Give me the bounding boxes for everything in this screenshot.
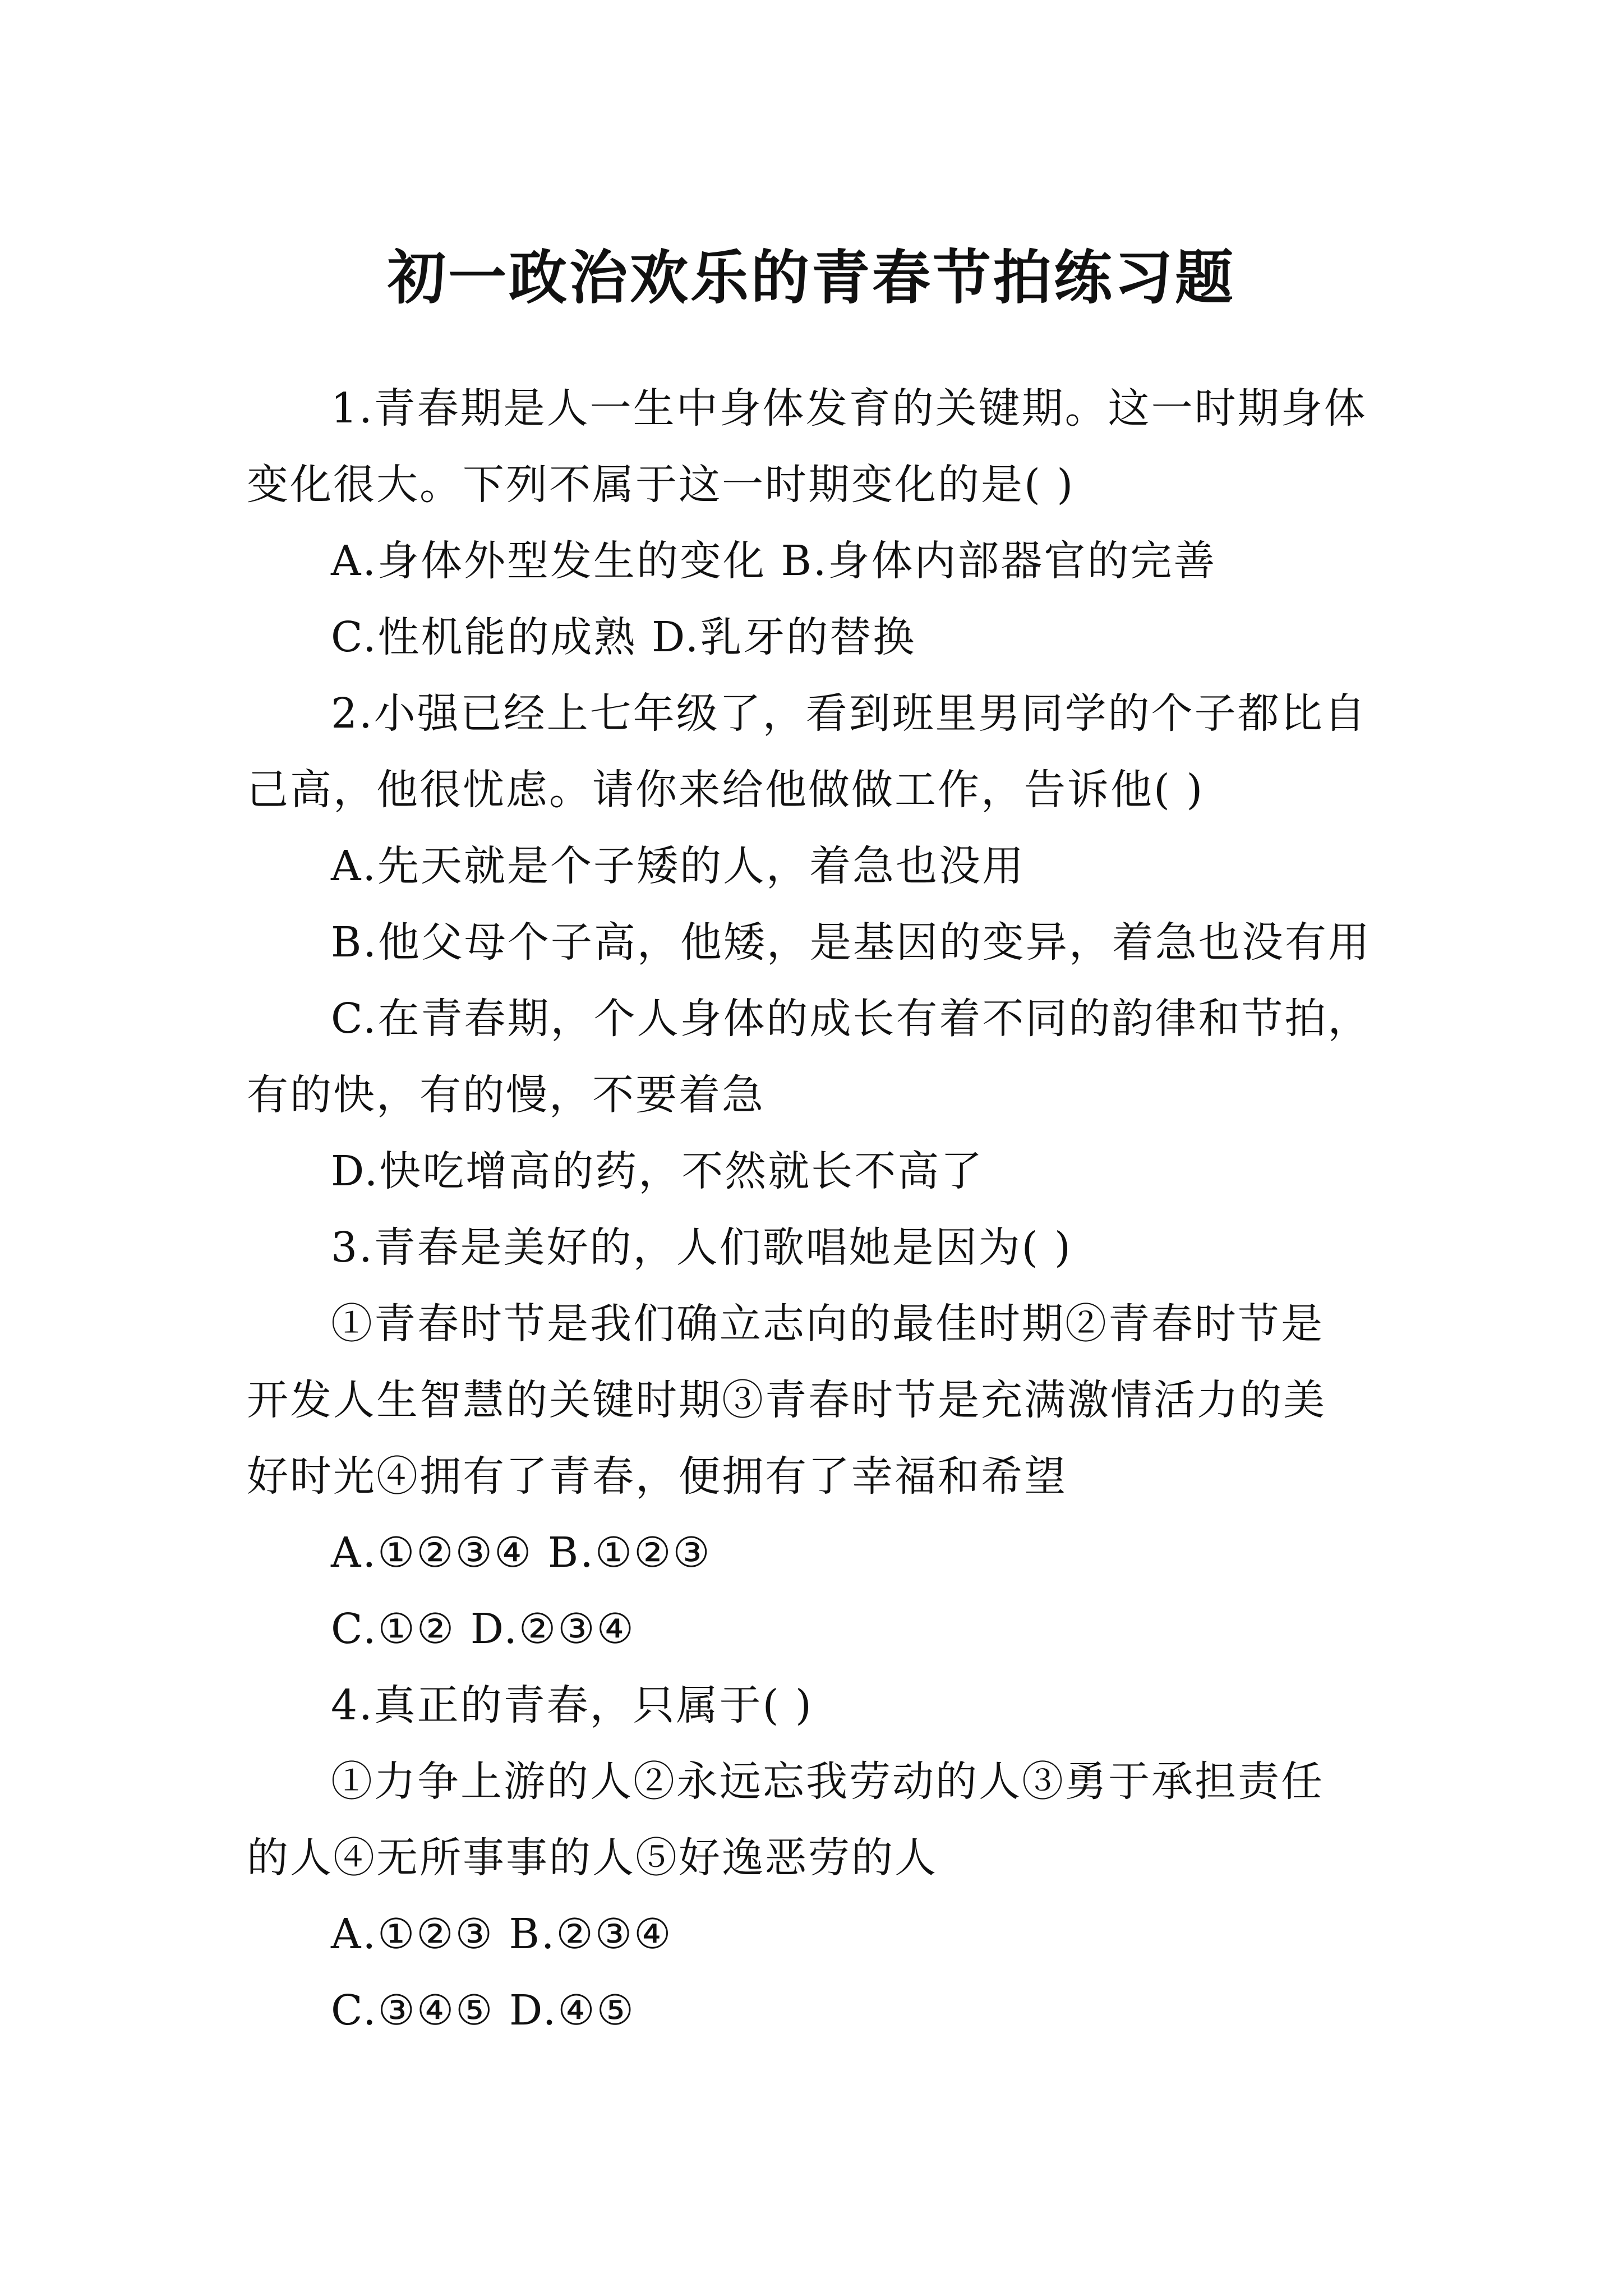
text-line: 己高，他很忧虑。请你来给他做做工作，告诉他( )	[247, 766, 1205, 814]
text-line: 2.小强已经上七年级了，看到班里男同学的个子都比自	[331, 689, 1367, 738]
answer-option-line: A.先天就是个子矮的人，着急也没用	[331, 842, 1025, 890]
text-line: 好时光④拥有了青春，便拥有了幸福和希望	[247, 1452, 1067, 1501]
text-line: 的人④无所事事的人⑤好逸恶劳的人	[247, 1834, 938, 1882]
text-line: 1.青春期是人一生中身体发育的关键期。这一时期身体	[331, 384, 1367, 432]
answer-option-line: C.①② D.②③④	[331, 1605, 635, 1653]
answer-option-line: 有的快，有的慢，不要着急	[247, 1071, 765, 1119]
answer-option-line: C.性机能的成熟 D.乳牙的替换	[331, 613, 916, 661]
answer-option-line: D.快吃增高的药，不然就长不高了	[331, 1147, 984, 1195]
answer-option-line: C.在青春期，个人身体的成长有着不同的韵律和节拍，	[331, 995, 1371, 1043]
text-line: 3.青春是美好的，人们歌唱她是因为( )	[331, 1223, 1072, 1272]
answer-option-line: A.①②③④ B.①②③	[331, 1529, 712, 1577]
document-title: 初一政治欢乐的青春节拍练习题	[387, 242, 1235, 312]
answer-option-line: A.①②③ B.②③④	[331, 1910, 673, 1958]
text-line: 开发人生智慧的关键时期③青春时节是充满激情活力的美	[247, 1376, 1326, 1424]
text-line: ①青春时节是我们确立志向的最佳时期②青春时节是	[331, 1300, 1324, 1348]
text-line: 变化很大。下列不属于这一时期变化的是( )	[247, 461, 1075, 509]
text-line: ①力争上游的人②永远忘我劳动的人③勇于承担责任	[331, 1757, 1324, 1806]
answer-option-line: C.③④⑤ D.④⑤	[331, 1986, 635, 2035]
document-body	[247, 370, 1385, 2049]
answer-option-line: A.身体外型发生的变化 B.身体内部器官的完善	[331, 537, 1217, 585]
text-line: 4.真正的青春，只属于( )	[331, 1681, 813, 1729]
answer-option-line: B.他父母个子高，他矮，是基因的变异，着急也没有用	[331, 918, 1371, 967]
